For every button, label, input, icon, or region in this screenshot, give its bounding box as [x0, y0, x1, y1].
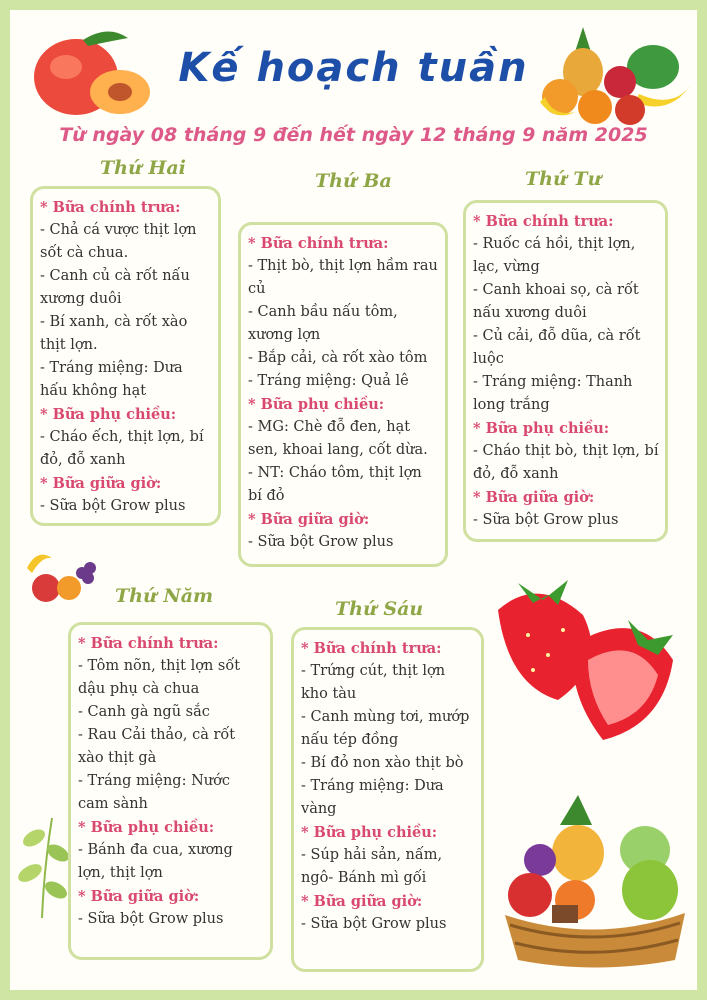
day-card-monday — [30, 186, 221, 526]
meal-heading-lunch: * Bữa chính trưa: — [40, 199, 181, 216]
menu-item: - Tôm nõn, thịt lợn sốt dậu phụ cà chua — [78, 658, 241, 697]
menu-item: - Tráng miệng: Dưa vàng — [301, 778, 444, 817]
day-card-tuesday — [238, 222, 448, 567]
menu-item: - Rau Cải thảo, cà rốt xào thịt gà — [78, 727, 236, 766]
menu-item: - MG: Chè đỗ đen, hạt sen, khoai lang, cốt dừa. — [248, 419, 428, 458]
menu-item: - Cháo thịt bò, thịt lợn, bí đỏ, đỗ xanh — [473, 443, 659, 482]
menu-item: - Canh mùng tơi, mướp nấu tép đồng — [301, 709, 470, 748]
menu-item: - Canh củ cà rốt nấu xương duôi — [40, 268, 190, 307]
fruit-cluster-icon — [22, 548, 102, 606]
menu-item: - Canh khoai sọ, cà rốt nấu xương duôi — [473, 282, 639, 321]
day-card-thursday — [68, 622, 273, 960]
menu-item: - Bánh đa cua, xương lợn, thịt lợn — [78, 842, 233, 881]
menu-item: - Súp hải sản, nấm, ngô- Bánh mì gối — [301, 847, 443, 886]
menu-item: - Sữa bột Grow plus — [248, 534, 394, 550]
meal-heading-snack: * Bữa giữa giờ: — [301, 893, 423, 910]
menu-item: - Tráng miệng: Quả lê — [248, 373, 409, 389]
day-title-monday: Thứ Hai — [100, 157, 186, 179]
day-card-friday — [291, 627, 484, 972]
meal-heading-snack: * Bữa giữa giờ: — [78, 888, 200, 905]
meal-heading-lunch: * Bữa chính trưa: — [248, 235, 389, 252]
meal-heading-lunch: * Bữa chính trưa: — [301, 640, 442, 657]
meal-heading-afternoon: * Bữa phụ chiều: — [78, 819, 215, 836]
day-title-wednesday: Thứ Tư — [525, 168, 602, 190]
meal-heading-lunch: * Bữa chính trưa: — [78, 635, 219, 652]
meal-heading-snack: * Bữa giữa giờ: — [40, 475, 162, 492]
menu-item: - Canh gà ngũ sắc — [78, 704, 210, 720]
day-title-tuesday: Thứ Ba — [315, 170, 392, 192]
menu-item: - Canh bầu nấu tôm, xương lợn — [248, 304, 398, 343]
menu-item: - Bí đỏ non xào thịt bò — [301, 755, 464, 771]
page-subtitle: Từ ngày 08 tháng 9 đến hết ngày 12 tháng 9 năm 2025 — [59, 124, 648, 146]
day-title-thursday: Thứ Năm — [115, 585, 214, 607]
menu-item: - Củ cải, đỗ dũa, cà rốt luộc — [473, 328, 641, 367]
fruit-basket-icon — [500, 795, 690, 970]
menu-item: - Thịt bò, thịt lợn hầm rau củ — [248, 258, 438, 297]
menu-item: - Bắp cải, cà rốt xào tôm — [248, 350, 428, 366]
day-title-friday: Thứ Sáu — [335, 598, 424, 620]
meal-heading-afternoon: * Bữa phụ chiều: — [473, 420, 610, 437]
meal-heading-afternoon: * Bữa phụ chiều: — [248, 396, 385, 413]
strawberry-icon — [488, 565, 693, 745]
meal-heading-afternoon: * Bữa phụ chiều: — [40, 406, 177, 423]
menu-item: - Ruốc cá hồi, thịt lợn, lạc, vừng — [473, 236, 636, 275]
menu-item: - Sữa bột Grow plus — [78, 911, 224, 927]
meal-heading-snack: * Bữa giữa giờ: — [248, 511, 370, 528]
meal-heading-snack: * Bữa giữa giờ: — [473, 489, 595, 506]
menu-item: - Cháo ếch, thịt lợn, bí đỏ, đỗ xanh — [40, 429, 204, 468]
menu-item: - Tráng miệng: Dưa hấu không hạt — [40, 360, 183, 399]
menu-item: - Sữa bột Grow plus — [301, 916, 447, 932]
menu-item: - Trứng cút, thịt lợn kho tàu — [301, 663, 446, 702]
menu-item: - Tráng miệng: Nước cam sành — [78, 773, 230, 812]
meal-heading-afternoon: * Bữa phụ chiều: — [301, 824, 438, 841]
menu-item: - NT: Cháo tôm, thịt lợn bí đỏ — [248, 465, 422, 504]
day-card-wednesday — [463, 200, 668, 542]
menu-item: - Tráng miệng: Thanh long trắng — [473, 374, 633, 413]
menu-item: - Bí xanh, cà rốt xào thịt lợn. — [40, 314, 188, 353]
menu-item: - Chả cá vược thịt lợn sốt cà chua. — [40, 222, 197, 261]
page-title: Kế hoạch tuần — [178, 45, 529, 91]
meal-heading-lunch: * Bữa chính trưa: — [473, 213, 614, 230]
menu-item: - Sữa bột Grow plus — [473, 512, 619, 528]
menu-item: - Sữa bột Grow plus — [40, 498, 186, 514]
leaf-branch-icon — [12, 808, 70, 918]
